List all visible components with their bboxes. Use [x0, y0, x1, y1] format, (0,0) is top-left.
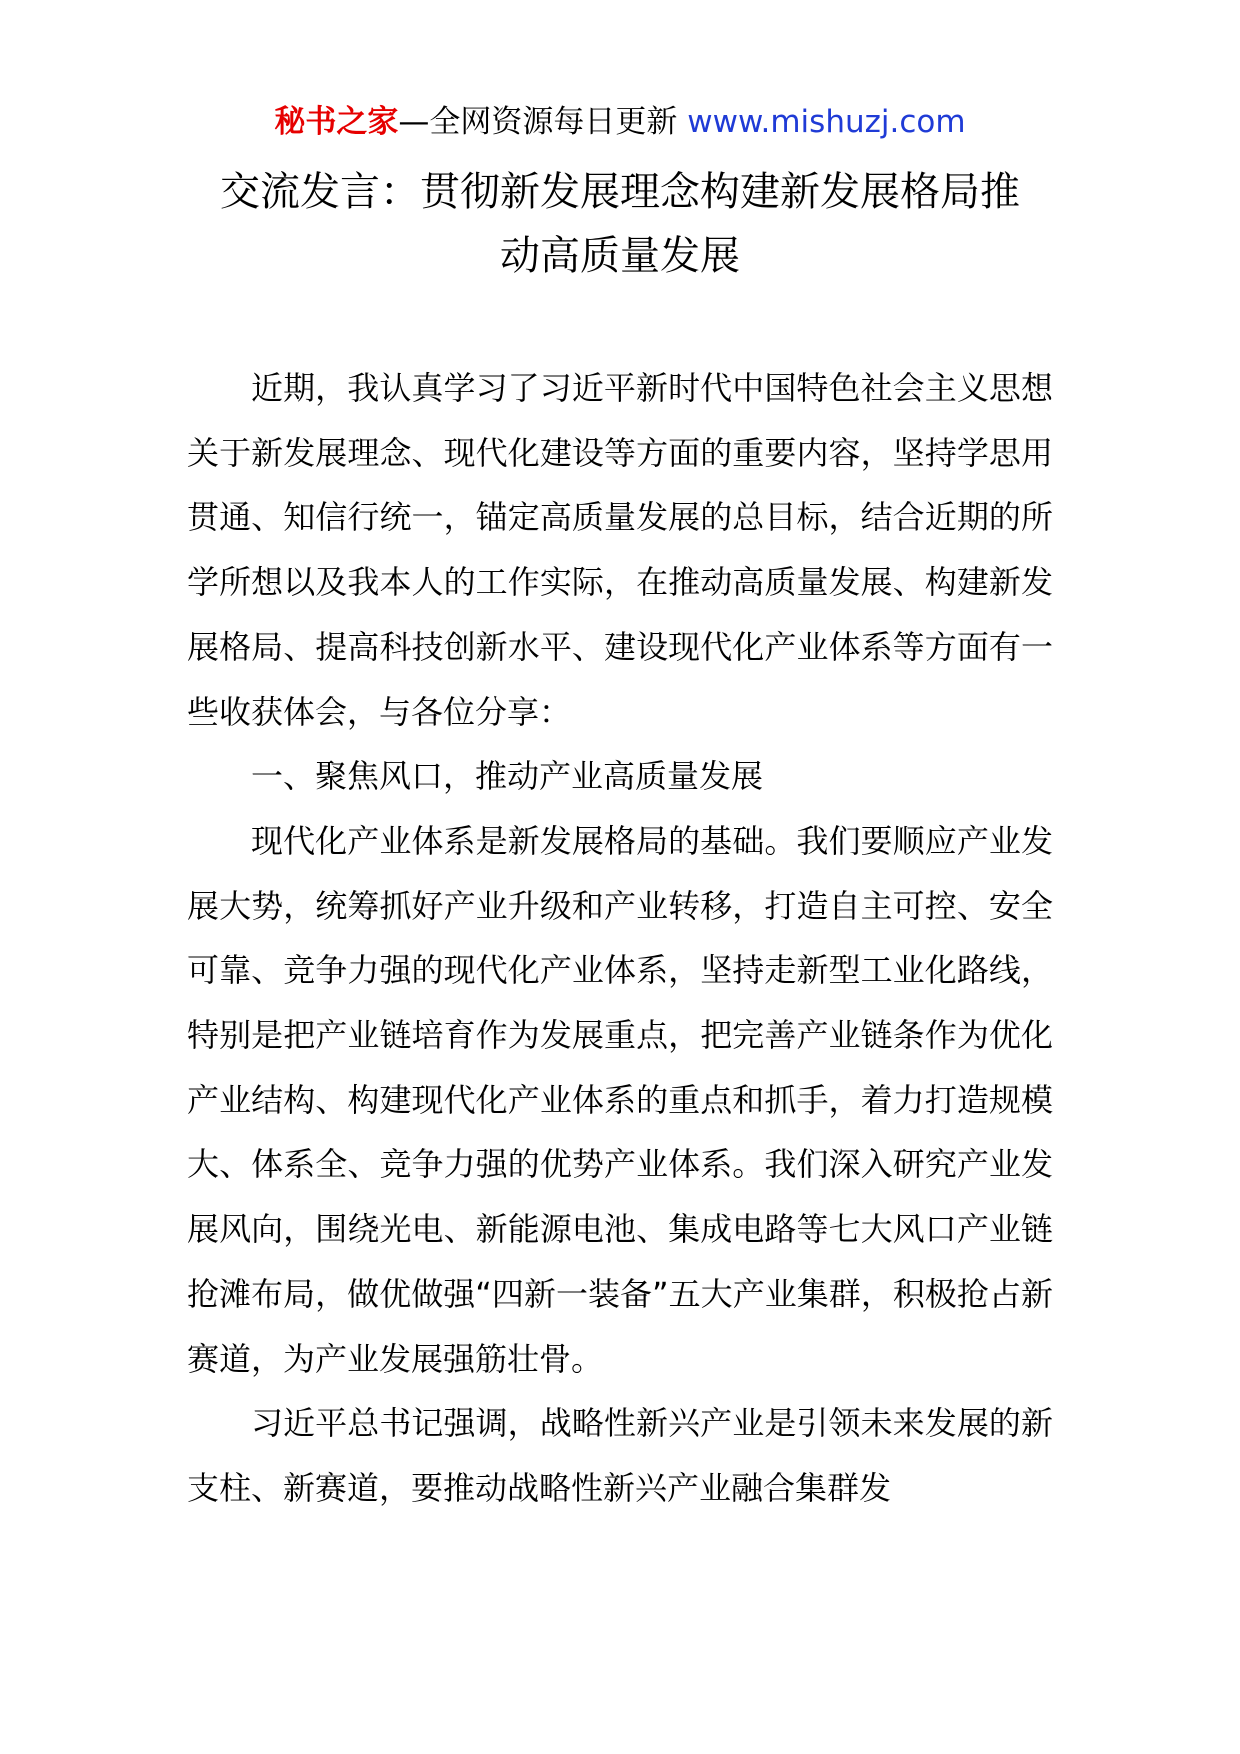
site-url-link[interactable]: www.mishuzj.com: [687, 104, 966, 140]
paragraph-strategic-industries: 习近平总书记强调，战略性新兴产业是引领未来发展的新支柱、新赛道，要推动战略性新兴产业融合集群发: [187, 1404, 1053, 1507]
document-body: [187, 356, 1053, 1521]
paragraph-industry-system: 现代化产业体系是新发展格局的基础。我们要顺应产业发展大势，统筹抓好产业升级和产业转移，打造自主可控、安全可靠、竞争力强的现代化产业体系，坚持走新型工业化路线，特别是把产业链培育作为发展重点，把完善产业链条作为优化产业结构、构建现代化产业体系的重点和抓手，着力打造规模大、体系全、竞争力强的优势产业体系。我们深入研究产业发展风向，围绕光电、新能源电池、集成电路等七大风口产业链抢滩布局，做优做强“四新一装备”五大产业集群，积极抢占新赛道，为产业发展强筋壮骨。: [187, 821, 1053, 1378]
site-header: [0, 100, 1240, 144]
brand-name: 秘书之家: [274, 104, 399, 140]
document-title-line-1: 交流发言：贯彻新发展理念构建新发展格局推: [220, 169, 1020, 215]
document-title: [180, 160, 1060, 288]
section-heading-1: 一、聚焦风口，推动产业高质量发展: [251, 757, 764, 796]
header-slogan: —全网资源每日更新: [398, 104, 678, 140]
document-title-line-2: 动高质量发展: [500, 233, 740, 279]
paragraph-intro: 近期，我认真学习了习近平新时代中国特色社会主义思想关于新发展理念、现代化建设等方面的重要内容，坚持学思用贯通、知信行统一，锚定高质量发展的总目标，结合近期的所学所想以及我本人的工作实际，在推动高质量发展、构建新发展格局、提高科技创新水平、建设现代化产业体系等方面有一些收获体会，与各位分享：: [187, 369, 1053, 731]
